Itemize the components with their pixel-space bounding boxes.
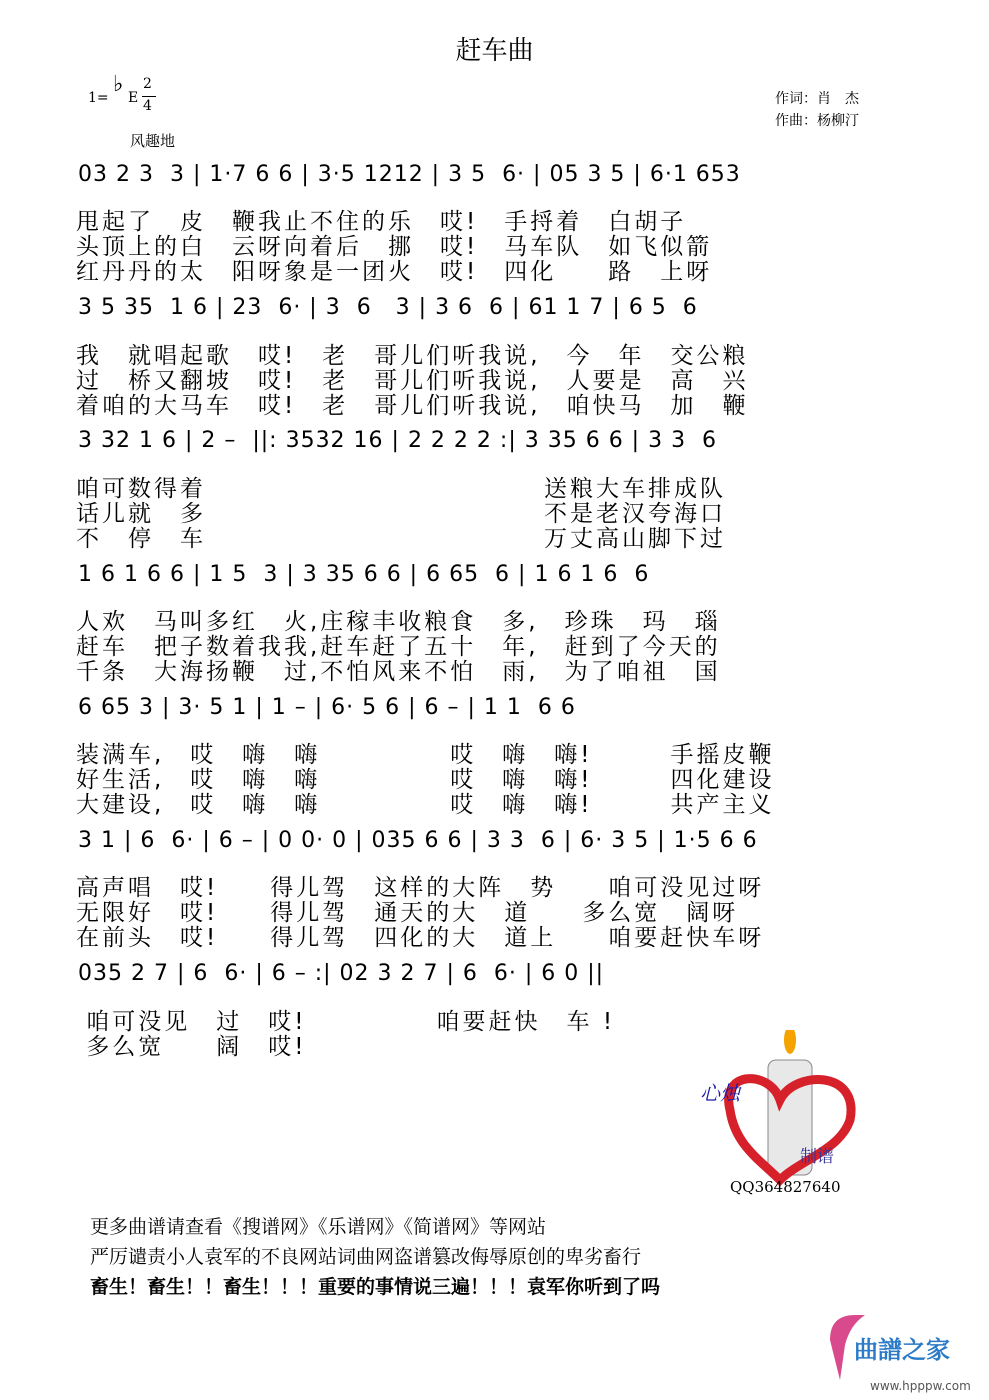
lyric-line: 红丹丹的太 阳呀象是一团火 哎! 四化 路 上呀 [76,259,713,285]
notation-row-6: 3 1 | 6 6· | 6 – | 0 0· 0 | 035 6 6 | 3 3 6 | 6· 3 5 | 1·5 6 6 [78,828,758,853]
lyric-line: 在前头 哎! 得儿驾 四化的大 道上 咱要赶快车呀 [76,925,765,951]
candle-illustration [700,1030,880,1200]
lyric-line: 高声唱 哎! 得儿驾 这样的大阵 势 咱可没见过呀 [76,875,765,901]
lyric-line: 咱可没见 过 哎! 咱要赶快 车 ! [76,1009,616,1035]
lyric-line: 话儿就 多 不是老汉夸海口 [76,501,726,527]
key-prefix: 1= [88,90,109,106]
lyric-line: 大建设, 哎 嗨 嗨 哎 嗨 嗨! 共产主义 [76,792,775,818]
lyric-line: 咱可数得着 送粮大车排成队 [76,476,726,502]
time-signature-top: 2 [143,76,152,92]
lyric-line: 装满车, 哎 嗨 嗨 哎 嗨 嗨! 手摇皮鞭 [76,742,775,768]
logo-url: www.hpppw.com [870,1379,971,1393]
flat-sign: ♭ [113,72,124,97]
key-note: E [128,90,139,106]
flame-icon [784,1030,796,1054]
footer-line-1: 更多曲谱请查看《搜谱网》《乐谱网》《简谱网》等网站 [90,1216,547,1238]
notation-row-5: 6 65 3 | 3· 5 1 | 1 – | 6· 5 6 | 6 – | 1 1 6 6 [78,695,576,720]
lyric-line: 头顶上的白 云呀向着后 挪 哎! 马车队 如飞似箭 [76,234,713,260]
lyric-line: 赶车 把子数着我我,赶车赶了五十 年, 赶到了今天的 [76,634,721,660]
lyric-line: 着咱的大马车 哎! 老 哥儿们听我说, 咱快马 加 鞭 [76,393,749,419]
logo-name: 曲譜之家 [854,1336,950,1364]
lyric-line: 过 桥又翻坡 哎! 老 哥儿们听我说, 人要是 高 兴 [76,368,749,394]
lyric-line: 人欢 马叫多红 火,庄稼丰收粮食 多, 珍珠 玛 瑙 [76,609,721,635]
lyric-line: 不 停 车 万丈高山脚下过 [76,526,726,552]
notation-row-3: 3 32 1 6 | 2 – ||: 3532 16 | 2 2 2 2 :| 3 35 6 6 | 3 3 6 [78,428,718,453]
footer-line-3: 畜生！畜生！！畜生！！！重要的事情说三遍！！！袁军你听到了吗 [90,1276,661,1298]
footer-line-2: 严厉谴责小人袁军的不良网站词曲网盗谱篡改侮辱原创的卑劣畜行 [90,1246,642,1268]
notation-row-2: 3 5 35 1 6 | 23 6· | 3 6 3 | 3 6 6 | 61 1 7 | 6 5 6 [78,295,698,320]
lyricist-credit: 作词：肖 杰 [775,91,859,107]
lyric-line: 甩起了 皮 鞭我止不住的乐 哎! 手捋着 白胡子 [76,209,687,235]
tempo-marking: 风趣地 [130,132,176,150]
notation-row-7: 035 2 7 | 6 6· | 6 – :| 02 3 2 7 | 6 6· | 6 0 || [78,961,605,986]
notation-row-1: 03 2 3 3 | 1·7 6 6 | 3·5 1212 | 3 5 6· | 05 3 5 | 6·1 653 [78,162,741,187]
time-signature-line [142,96,156,97]
lyric-line: 无限好 哎! 得儿驾 通天的大 道 多么宽 阔呀 [76,900,739,926]
candle-made-label: 制谱 [800,1147,834,1167]
page-title: 赶车曲 [455,36,534,66]
site-logo [820,1310,985,1395]
candle-qq: QQ364827640 [730,1178,841,1196]
notation-row-4: 1 6 1 6 6 | 1 5 3 | 3 35 6 6 | 6 65 6 | 1 6 1 6 6 [78,562,650,587]
lyric-line: 我 就唱起歌 哎! 老 哥儿们听我说, 今 年 交公粮 [76,343,749,369]
lyric-line: 千条 大海扬鞭 过,不怕风来不怕 雨, 为了咱祖 国 [76,659,721,685]
lyric-line: 好生活, 哎 嗨 嗨 哎 嗨 嗨! 四化建设 [76,767,775,793]
composer-credit: 作曲：杨柳汀 [775,113,859,129]
time-signature-bottom: 4 [143,98,152,114]
candle-label: 心烛 [700,1081,740,1105]
lyric-line: 多么宽 阔 哎! [76,1034,307,1060]
